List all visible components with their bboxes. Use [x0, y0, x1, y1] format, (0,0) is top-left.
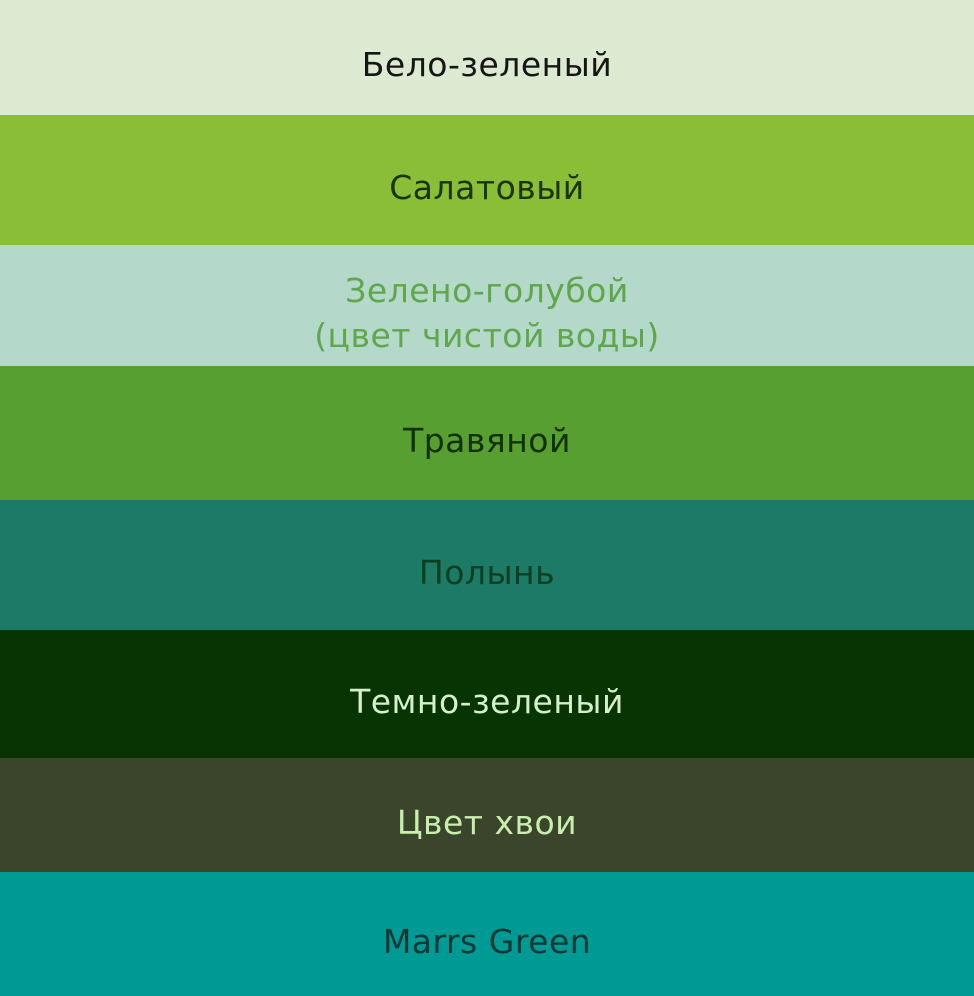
color-name-label: Салатовый — [389, 167, 585, 207]
color-name-label: Зелено-голубой — [345, 270, 629, 310]
color-name-label: Цвет хвои — [396, 802, 578, 842]
color-swatch-row — [0, 0, 974, 115]
color-swatch-row — [0, 758, 974, 872]
color-name-label: Бело-зеленый — [361, 45, 613, 84]
color-swatch-row — [0, 245, 974, 366]
color-swatch-row — [0, 115, 974, 245]
color-swatch-row — [0, 366, 974, 500]
color-name-sublabel: (цвет чистой воды) — [314, 315, 660, 355]
color-name-label: Полынь — [418, 552, 556, 592]
color-name-label: Темно-зеленый — [350, 681, 624, 721]
color-swatch-row — [0, 872, 974, 996]
color-swatch-row — [0, 500, 974, 630]
color-name-label: Травяной — [403, 420, 571, 460]
color-name-label: Marrs Green — [382, 921, 592, 961]
color-swatch-row — [0, 630, 974, 758]
